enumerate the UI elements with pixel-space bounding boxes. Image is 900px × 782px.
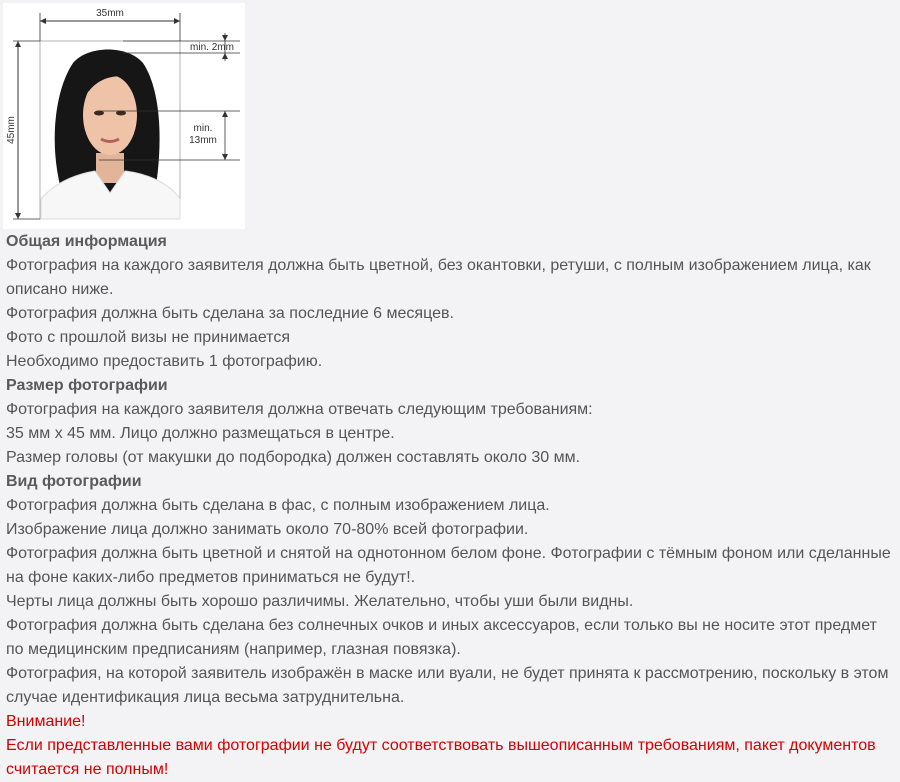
eye-label-line2: 13mm (189, 135, 217, 146)
passport-photo-requirements-figure (3, 3, 245, 229)
view-line-4: Черты лица должны быть хорошо различимы. Желательно, чтобы уши были видны. (6, 593, 634, 610)
top-margin-label: min. 2mm (190, 42, 234, 53)
height-label: 45mm (6, 116, 17, 144)
section-heading-size: Размер фотографии (6, 377, 168, 394)
eye-label-line1: min. (193, 123, 213, 134)
view-line-6: Фотография, на которой заявитель изображён в маске или вуали, не будет принята к рассмотрению, поскольку в этом случае идентификация лица весьма затруднительна. (6, 665, 889, 706)
section-heading-view: Вид фотографии (6, 473, 142, 490)
view-line-3: Фотография должна быть цветной и снятой на однотонном белом фоне. Фотографии с тёмным фоном или сделанные на фоне каких-либо предметов приниматься не будут!. (6, 545, 891, 586)
section-heading-general: Общая информация (6, 233, 167, 250)
general-line-4: Необходимо предоставить 1 фотографию. (6, 353, 323, 370)
view-line-1: Фотография должна быть сделана в фас, с полным изображением лица. (6, 497, 550, 514)
view-line-2: Изображение лица должно занимать около 70-80% всей фотографии. (6, 521, 529, 538)
general-line-2: Фотография должна быть сделана за последние 6 месяцев. (6, 305, 454, 322)
general-line-3: Фото с прошлой визы не принимается (6, 329, 290, 346)
width-label: 35mm (96, 8, 124, 19)
size-line-3: Размер головы (от макушки до подбородка) должен составлять около 30 мм. (6, 449, 581, 466)
warning-heading: Внимание! (6, 713, 86, 730)
size-line-1: Фотография на каждого заявителя должна отвечать следующим требованиям: (6, 401, 593, 418)
size-line-2: 35 мм х 45 мм. Лицо должно размещаться в центре. (6, 425, 395, 442)
general-line-1: Фотография на каждого заявителя должна быть цветной, без окантовки, ретуши, с полным изображением лица, как описано ниже. (6, 257, 871, 298)
requirements-content (6, 230, 896, 782)
warning-text: Если представленные вами фотографии не будут соответствовать вышеописанным требованиям, пакет документов считается не полным! (6, 737, 876, 778)
view-line-5: Фотография должна быть сделана без солнечных очков и иных аксессуаров, если только вы не носите этот предмет по медицинским предписаниям (например, глазная повязка). (6, 617, 877, 658)
